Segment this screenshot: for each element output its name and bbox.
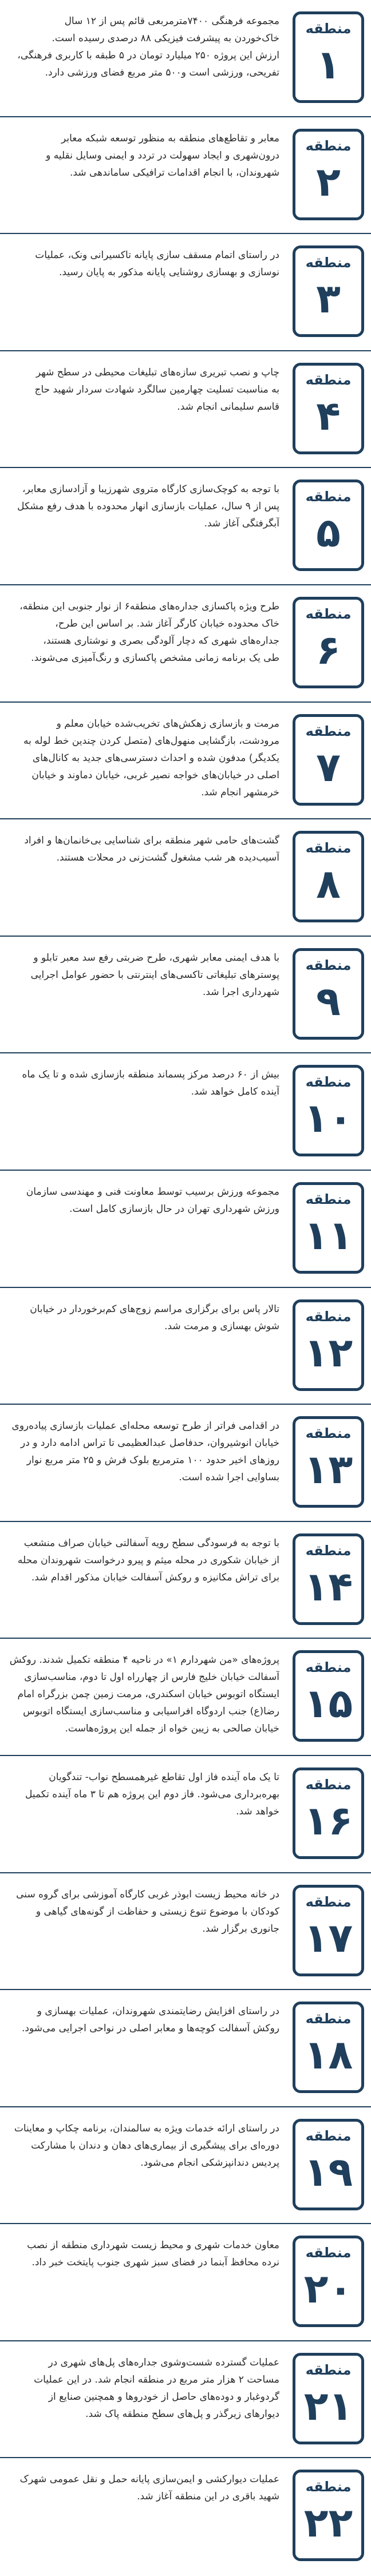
district-description <box>0 598 279 667</box>
description-line: کودکان با موضوع تنوع زیستی و حفاظت از گونه‌های گیاهی و <box>35 1905 279 1917</box>
district-item <box>0 2107 371 2225</box>
district-number: ۵ <box>316 509 341 557</box>
description-line: پروژه‌های «من شهردارم ۱» در ناحیه ۴ منطقه تکمیل شدند. روکش <box>9 1654 279 1666</box>
description-line: آینده کامل خواهد شد. <box>191 1086 279 1098</box>
district-number: ۱۶ <box>303 1797 353 1844</box>
district-label: منطقه <box>305 2127 352 2144</box>
district-number: ۱۳ <box>303 1446 353 1493</box>
district-badge <box>293 1182 364 1274</box>
district-description <box>0 364 279 415</box>
description-line: معاون خدمات شهری و محیط زیست شهرداری منطقه از نصب <box>27 2240 279 2252</box>
description-line: یکدیگر) مدفون شده و احداث دسترسی‌های جدید به کانال‌های <box>32 752 279 764</box>
description-line: در خانه محیط زیست ابوذر غربی کارگاه آموزشی برای گروه سنی <box>16 1888 279 1900</box>
district-label: منطقه <box>305 957 352 973</box>
district-label: منطقه <box>305 2361 352 2378</box>
description-line: در اقدامی فراتر از طرح توسعه محله‌ای عملیات بازسازی پیاده‌روی <box>11 1420 279 1432</box>
district-description <box>0 1651 279 1737</box>
district-number: ۱۹ <box>303 2148 353 2195</box>
district-item <box>0 2458 371 2575</box>
district-item <box>0 585 371 703</box>
district-number: ۱۸ <box>303 2031 353 2079</box>
description-line: با توجه به کوچک‌سازی کارگاه متروی شهرزیبا و آزادسازی معابر، <box>22 484 279 496</box>
description-line: ایستگاه اتوبوس خیابان اسکندری، مرمت زمین چمن بزرگراه امام <box>17 1689 279 1701</box>
description-line: برای تراش مکانیزه و روکش آسفالت خیابان مذکور اقدام شد. <box>31 1571 279 1583</box>
district-item <box>0 2224 371 2341</box>
district-item <box>0 819 371 937</box>
description-line: مساحت ۲ هزار متر مربع در منطقه انجام شد. در این عملیات <box>34 2373 279 2385</box>
district-number: ۸ <box>316 861 341 908</box>
district-item <box>0 1288 371 1405</box>
district-description <box>0 949 279 1001</box>
district-description <box>0 832 279 866</box>
district-description <box>0 1417 279 1486</box>
district-description <box>0 481 279 532</box>
district-badge <box>293 2002 364 2093</box>
description-line: روزهای اخیر حدود ۱۰۰ مترمربع بلوک فرش و ۲۵ متر مربع نوار <box>26 1455 279 1467</box>
district-badge <box>293 597 364 688</box>
description-line: اصلی در خیابان‌های خواجه نصیر غربی، خیابان دماوند و خیابان <box>31 769 279 781</box>
district-description <box>0 715 279 801</box>
district-badge <box>293 1650 364 1742</box>
district-number: ۷ <box>316 743 341 791</box>
description-line: مرمت و بازسازی زهکش‌های تخریب‌شده خیابان معلم و <box>56 718 279 730</box>
district-description <box>0 1769 279 1820</box>
district-item <box>0 1990 371 2107</box>
district-item <box>0 1053 371 1171</box>
district-description <box>0 130 279 181</box>
district-label: منطقه <box>305 1659 352 1676</box>
district-item <box>0 1756 371 1873</box>
district-item <box>0 703 371 820</box>
description-line: نوسازی و بهسازی روشنایی پایانه مذکور به پایان رسید. <box>58 267 279 279</box>
district-number: ۶ <box>316 626 341 673</box>
description-line: تالار پاس برای برگزاری مراسم زوج‌های کم‌برخوردار در خیابان <box>30 1303 279 1315</box>
district-number: ۹ <box>316 977 341 1025</box>
description-line: مجموعه ورزش برسیب توسط معاونت فنی و مهندسی سازمان <box>26 1186 279 1198</box>
district-item <box>0 117 371 235</box>
description-line: شوش بهسازی و مرمت شد. <box>164 1320 279 1332</box>
district-number: ۱ <box>316 41 341 88</box>
description-line: طی یک برنامه زمانی مشخص پاکسازی و رنگ‌آمیزی می‌شوند. <box>31 652 279 664</box>
district-label: منطقه <box>305 2011 352 2027</box>
district-label: منطقه <box>305 1191 352 1207</box>
district-description <box>0 1535 279 1586</box>
description-line: عملیات دیوارکشی و ایمن‌سازی پایانه حمل و نقل عمومی شهرک <box>19 2474 279 2486</box>
district-badge <box>293 714 364 806</box>
district-badge <box>293 948 364 1040</box>
description-line: درون‌شهری و ایجاد سهولت در تردد و ایمنی وسایل نقلیه و <box>46 149 279 161</box>
district-label: منطقه <box>305 1425 352 1442</box>
district-number: ۲۰ <box>303 2265 353 2313</box>
description-line: گردوغبار و دوده‌های حاصل از خودروها و همچنین صنایع از <box>48 2391 279 2403</box>
district-label: منطقه <box>305 1893 352 1910</box>
district-badge <box>293 2353 364 2444</box>
district-label: منطقه <box>305 2245 352 2261</box>
district-label: منطقه <box>305 489 352 505</box>
description-line: بیش از ۶۰ درصد مرکز پسماند منطقه بازسازی شده و تا یک ماه <box>22 1069 279 1081</box>
district-number: ۱۷ <box>303 1914 353 1961</box>
description-line: خاک محدوده خیابان کارگر آغاز شد. بر اساس این طرح، <box>55 617 279 629</box>
district-label: منطقه <box>305 1074 352 1091</box>
district-label: منطقه <box>305 723 352 739</box>
district-number: ۱۴ <box>303 1563 353 1610</box>
description-line: ورزش شهرداری تهران در حال بازسازی کامل است. <box>69 1203 279 1215</box>
description-line: در راستای اتمام مسقف سازی پایانه تاکسیرانی ونک، عملیات <box>35 249 279 261</box>
description-line: دیوارهای زیرگذر و پل‌های سطح منطقه پاک شد. <box>85 2408 279 2420</box>
district-badge <box>293 1416 364 1508</box>
district-badge <box>293 479 364 571</box>
district-badge <box>293 1299 364 1391</box>
description-line: نرده محافظ آبنما در فضای سبز شهری جنوب پایتخت خبر داد. <box>31 2257 279 2269</box>
description-line: خاک‌خوردن به پیشرفت فیزیکی ۸۸ درصدی رسیده است. <box>52 33 279 44</box>
district-item <box>0 1873 371 1991</box>
description-line: خیابان انوشیروان، حدفاصل عبدالعظیمی تا تراس ادامه دارد و در <box>21 1437 279 1449</box>
description-line: خیابان صالحی به زیبن خواه از جمله این پروژه‌هاست. <box>65 1723 279 1735</box>
description-line: عملیات گسترده شست‌وشوی جداره‌های پل‌های شهری در <box>48 2356 279 2368</box>
district-label: منطقه <box>305 21 352 37</box>
description-line: تا یک ماه آینده فاز اول تقاطع غیرهمسطح نواب- تندگویان <box>49 1771 279 1783</box>
district-label: منطقه <box>305 137 352 154</box>
district-description <box>0 2237 279 2271</box>
district-description <box>0 2471 279 2505</box>
description-line: چاپ و نصب تبریری سازه‌های تبلیغات محیطی در سطح شهر <box>35 366 279 378</box>
description-line: پوسترهای تبلیغاتی تاکسی‌های اینترنتی با حضور عوامل اجرایی <box>30 969 279 981</box>
description-line: روکش آسفالت کوچه‌ها و معابر اصلی در نواحی اجرایی می‌شود. <box>21 2023 279 2035</box>
district-number: ۲ <box>316 158 341 205</box>
description-line: خرمشهر انجام شد. <box>201 786 279 798</box>
description-line: آسیب‌دیده هر شب مشغول گشت‌زنی در محلات هستند. <box>56 852 279 864</box>
district-label: منطقه <box>305 1776 352 1793</box>
district-item <box>0 234 371 351</box>
description-line: ارزش این پروژه ۲۵۰ میلیارد تومان در ۵ طبقه با کاربری فرهنگی، <box>17 50 279 61</box>
district-item <box>0 468 371 585</box>
district-description <box>0 2003 279 2037</box>
district-description <box>0 13 279 81</box>
district-number: ۱۰ <box>303 1095 353 1142</box>
district-item <box>0 351 371 469</box>
description-line: رضا(ع) جنب اردوگاه افراسیابی و مناسب‌سازی ایستگاه اتوبوس <box>23 1706 279 1718</box>
description-line: پردیس دندانپزشکی انجام می‌شود. <box>140 2157 279 2169</box>
district-item <box>0 1171 371 1288</box>
district-item <box>0 1405 371 1522</box>
district-label: منطقه <box>305 1542 352 1559</box>
district-number: ۱۵ <box>303 1680 353 1727</box>
district-item <box>0 1639 371 1756</box>
description-line: با توجه به فرسودگی سطح رویه آسفالتی خیابان صراف منشعب <box>23 1537 279 1549</box>
district-description <box>0 1886 279 1937</box>
description-line: دوره‌ای برای پیشگیری از بیماری‌های دهان و دندان با مشارکت <box>31 2139 279 2151</box>
district-description <box>0 2354 279 2423</box>
description-line: معابر و تقاطع‌های منطقه به منظور توسعه شبکه معابر <box>61 132 279 144</box>
description-line: آبگرفتگی آغاز شد. <box>204 518 279 530</box>
district-badge <box>293 2470 364 2561</box>
district-description <box>0 1301 279 1335</box>
description-line: بهره‌برداری می‌شود. فاز دوم این پروژه هم تا ۳ ماه آینده تکمیل <box>25 1788 279 1800</box>
description-line: شهرداری اجرا شد. <box>203 986 279 998</box>
district-description <box>0 1066 279 1100</box>
description-line: در راستای ارائه خدمات ویژه به سالمندان، برنامه چکاپ و معاینات <box>14 2122 279 2134</box>
district-number: ۲۲ <box>303 2499 353 2547</box>
description-line: شهید باقری در این منطقه آغاز شد. <box>137 2491 279 2503</box>
district-badge <box>293 1885 364 1976</box>
district-description <box>0 247 279 281</box>
district-badge <box>293 245 364 337</box>
district-description <box>0 1183 279 1218</box>
description-line: جانوری برگزار شد. <box>202 1923 279 1935</box>
description-line: تفریحی، ورزشی است و۵۰۰ متر مربع فضای ورزشی دارد. <box>45 67 279 78</box>
district-number: ۳ <box>316 275 341 323</box>
district-badge <box>293 1065 364 1156</box>
district-number: ۴ <box>316 392 341 439</box>
description-line: مرودشت، بازگشایی منهول‌های (متصل کردن چندین خط لوله به <box>23 735 279 747</box>
description-line: طرح ویژه پاکسازی جداره‌های منطقه۶ از نوار جنوبی این منطقه، <box>19 600 279 612</box>
district-badge <box>293 11 364 103</box>
description-line: در راستای افزایش رضایتمندی شهروندان، عملیات بهسازی و <box>37 2006 279 2018</box>
district-badge <box>293 363 364 454</box>
description-line: با هدف ایمنی معابر شهری، طرح ضربتی رفع سد معبر تابلو و <box>33 952 279 964</box>
description-line: قاسم سلیمانی انجام شد. <box>177 401 279 413</box>
description-line: خواهد شد. <box>236 1805 279 1817</box>
district-badge <box>293 2236 364 2327</box>
district-description <box>0 2120 279 2171</box>
description-line: به مناسبت تسلیت چهارمین سالگرد شهادت سردار شهید حاج <box>34 383 279 395</box>
district-label: منطقه <box>305 1308 352 1325</box>
district-badge <box>293 129 364 220</box>
district-badge <box>293 1533 364 1625</box>
district-item <box>0 2341 371 2459</box>
district-label: منطقه <box>305 840 352 857</box>
description-line: از خیابان شکوری در محله میثم و پیرو درخواست شهروندان محله <box>17 1554 279 1566</box>
district-label: منطقه <box>305 2479 352 2495</box>
district-label: منطقه <box>305 255 352 271</box>
district-item <box>0 1522 371 1639</box>
district-badge <box>293 1767 364 1859</box>
description-line: بساوایی اجرا شده است. <box>179 1472 279 1484</box>
district-item <box>0 937 371 1054</box>
description-line: آسفالت خیابان خلیج فارس از چهارراه اول تا دوم، مناسب‌سازی <box>24 1671 279 1683</box>
district-number: ۱۱ <box>303 1211 353 1259</box>
description-line: گشت‌های حامی شهر منطقه برای شناسایی بی‌خانمان‌ها و افراد <box>24 835 279 847</box>
district-number: ۱۲ <box>303 1329 353 1376</box>
description-line: شهروندان، با انجام اقدامات ترافیکی ساماندهی شد. <box>70 167 279 179</box>
district-badge <box>293 2119 364 2210</box>
district-number: ۲۱ <box>303 2382 353 2430</box>
district-item <box>0 0 371 117</box>
district-label: منطقه <box>305 605 352 622</box>
description-line: جداره‌های شهری که دچار آلودگی بصری و نوشتاری هستند، <box>43 635 279 647</box>
district-label: منطقه <box>305 371 352 388</box>
district-badge <box>293 831 364 922</box>
description-line: مجموعه فرهنگی ۷۴۰۰مترمربعی قائم پس از ۱۲ سال <box>64 15 279 27</box>
description-line: پس از ۹ سال، عملیات بازسازی انهار محدوده با هدف رفع مشکل <box>17 501 279 513</box>
